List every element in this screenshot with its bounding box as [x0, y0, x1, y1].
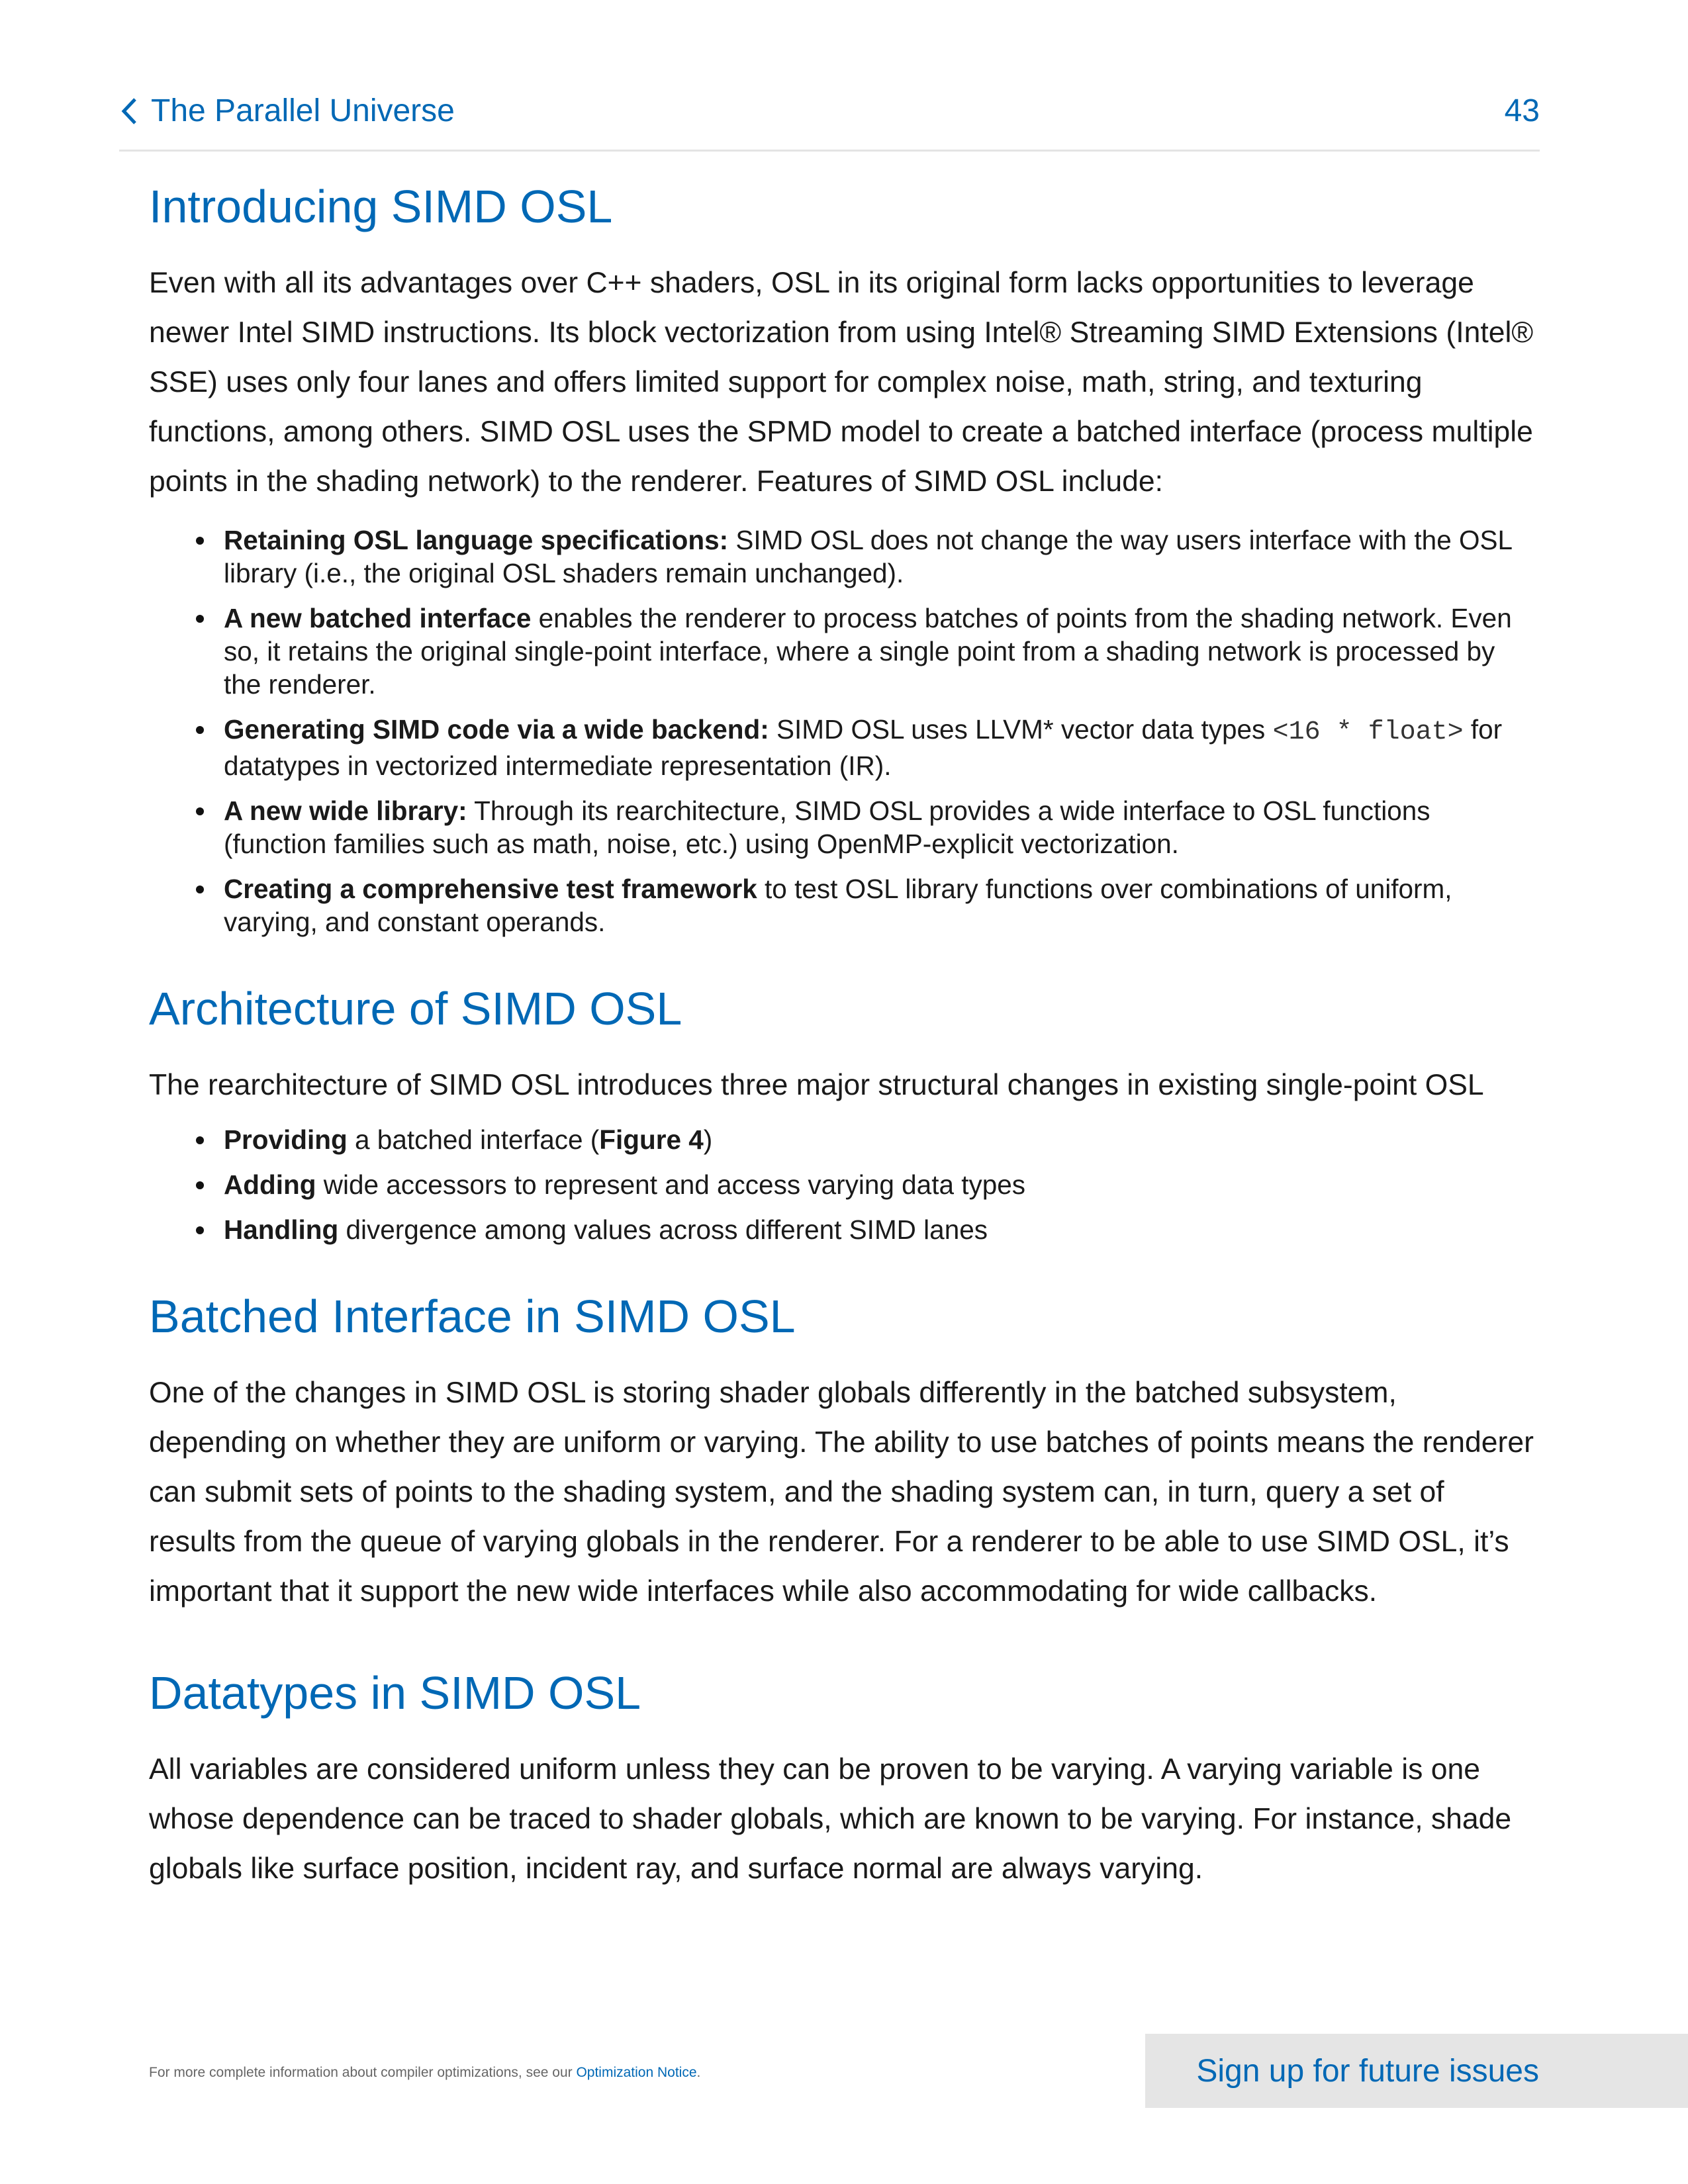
list-item: Adding wide accessors to represent and access varying data types	[224, 1168, 1539, 1201]
figure-reference: Figure 4	[599, 1124, 704, 1155]
article-body	[149, 179, 1539, 1893]
list-item: Handling divergence among values across different SIMD lanes	[224, 1213, 1539, 1246]
page-number: 43	[1504, 93, 1540, 128]
footer-note: For more complete information about compiler optimizations, see our Optimization Notice.	[149, 2065, 701, 2080]
list-item: Creating a comprehensive test framework to test OSL library functions over combinations of uniform, varying, and constant operands.	[224, 872, 1539, 938]
optimization-notice-link[interactable]: Optimization Notice	[576, 2065, 697, 2080]
back-link-label[interactable]: The Parallel Universe	[151, 93, 455, 128]
batched-paragraph: One of the changes in SIMD OSL is storing shader globals differently in the batched subsystem, depending on whether they are uniform or varying. The ability to use batches of points means the renderer can submit sets of points to the shading system, and the shading system can, in turn, query a set of results from the queue of varying globals in the renderer. For a renderer to be able to use SIMD OSL, it’s important that it support the new wide interfaces while also accommodating for wide callbacks.	[149, 1377, 1534, 1608]
signup-banner[interactable]	[1145, 2034, 1688, 2108]
section-heading-datatypes: Datatypes in SIMD OSL	[149, 1667, 641, 1719]
list-item: Retaining OSL language specifications: SIMD OSL does not change the way users interface with the OSL library (i.e., the original OSL shaders remain unchanged).	[224, 523, 1539, 590]
list-item: Generating SIMD code via a wide backend: SIMD OSL uses LLVM* vector data types <16 * float> for datatypes in vectorized intermediate representation (IR).	[224, 713, 1539, 782]
list-item: A new batched interface enables the renderer to process batches of points from the shading network. Even so, it retains the original single-point interface, where a single point from a shading network is processed by the renderer.	[224, 602, 1539, 701]
signup-link[interactable]: Sign up for future issues	[1196, 2053, 1539, 2089]
intro-paragraph: Even with all its advantages over C++ shaders, OSL in its original form lacks opportunities to leverage newer Intel SIMD instructions. Its block vectorization from using Intel® Streaming SIMD Extensions (Intel® SSE) uses only four lanes and offers limited support for complex noise, math, string, and texturing functions, among others. SIMD OSL uses the SPMD model to create a batched interface (process multiple points in the shading network) to the renderer. Features of SIMD OSL include:	[149, 267, 1534, 498]
architecture-paragraph: The rearchitecture of SIMD OSL introduces three major structural changes in existing single-point OSL	[149, 1069, 1484, 1101]
list-item: A new wide library: Through its rearchitecture, SIMD OSL provides a wide interface to OSL functions (function families such as math, noise, etc.) using OpenMP-explicit vectorization.	[224, 794, 1539, 860]
features-list	[149, 523, 1539, 938]
section-heading-batched-interface: Batched Interface in SIMD OSL	[149, 1291, 796, 1342]
page-header	[119, 90, 1540, 152]
back-link[interactable]	[119, 93, 455, 129]
datatypes-paragraph: All variables are considered uniform unless they can be proven to be varying. A varying variable is one whose dependence can be traced to shader globals, which are known to be varying. For instance, shade globals like surface position, incident ray, and surface normal are always varying.	[149, 1753, 1512, 1885]
changes-list	[149, 1123, 1539, 1246]
chevron-left-icon	[119, 97, 139, 126]
section-heading-architecture: Architecture of SIMD OSL	[149, 983, 682, 1034]
section-heading-intro: Introducing SIMD OSL	[149, 181, 613, 232]
code-inline: <16 * float>	[1272, 717, 1464, 747]
list-item: Providing a batched interface (Figure 4)	[224, 1123, 1539, 1156]
